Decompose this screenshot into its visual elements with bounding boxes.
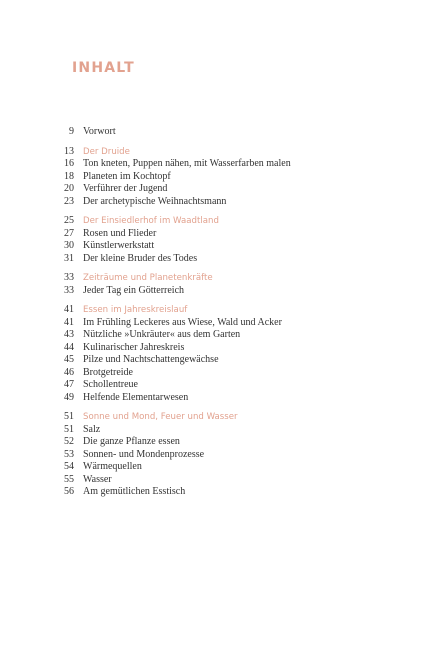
toc-entry-title: Der archetypische Weihnachtsmann [83,195,227,207]
toc-entry-title: Planeten im Kochtopf [83,170,171,182]
toc-entry-title: Vorwort [83,126,116,137]
toc-entry-title: Ton kneten, Puppen nähen, mit Wasserfarben malen [83,158,291,169]
toc-entry [0,449,431,462]
toc-entry [0,329,431,342]
toc-entry [0,342,431,355]
toc-entry-title: Kulinarischer Jahreskreis [83,341,185,353]
toc-page-number: 33 [64,284,74,296]
toc-entry [0,392,431,405]
toc-entry [0,228,431,241]
toc-entry [0,183,431,196]
toc-entry-title: Schollentreue [83,379,138,390]
toc-page-number: 31 [64,252,74,264]
toc-entry [0,424,431,437]
toc-entry [0,126,431,139]
toc-entry-title: Wärmequellen [83,461,142,472]
toc-entry [0,379,431,392]
toc-entry [0,253,431,266]
toc-page-number: 52 [64,436,74,447]
toc-section [0,304,431,404]
toc-page-number: 27 [64,227,74,239]
toc-page-number: 43 [64,329,74,340]
toc-page-number: 45 [64,354,74,365]
toc-section [0,126,431,139]
toc-entry-title: Künstlerwerkstatt [83,240,155,251]
toc-chapter-heading [0,272,431,285]
toc-section [0,146,431,209]
toc-page-number: 18 [64,170,74,182]
toc-page-number: 41 [64,316,74,328]
toc-page-number: 9 [69,126,74,137]
toc-entry-title: Brotgetreide [83,366,133,378]
toc-entry [0,461,431,474]
page-title: INHALT [72,60,135,76]
toc-entry-title: Helfende Elementarwesen [83,391,189,403]
toc-entry-title: Pilze und Nachtschattengewächse [83,354,219,365]
toc-entry [0,171,431,184]
toc-page-number: 46 [64,366,74,378]
toc-page-number: 51 [64,423,74,435]
toc-entry [0,367,431,380]
toc-page-number: 16 [64,158,74,169]
toc-chapter-title: Der Einsiedlerhof im Waadtland [83,216,219,226]
toc-page-number: 44 [64,341,74,353]
toc-page-number: 47 [64,379,74,390]
toc-entry-title: Am gemütlichen Esstisch [83,486,186,497]
toc-page-number: 41 [64,304,74,315]
toc-page-number: 30 [64,240,74,251]
toc-page-number: 23 [64,195,74,207]
toc-chapter-heading [0,304,431,317]
toc-entry-title: Salz [83,423,101,435]
toc-chapter-title: Essen im Jahreskreislauf [83,305,188,315]
toc-page-number: 55 [64,473,74,485]
toc-page-number: 20 [64,183,74,194]
toc-chapter-title: Zeiträume und Planetenkräfte [83,273,213,283]
toc-entry-title: Nützliche »Unkräuter« aus dem Garten [83,329,241,340]
toc-page-number: 54 [64,461,74,472]
toc-page-number: 33 [64,272,74,283]
toc-entry [0,158,431,171]
toc-entry-title: Verführer der Jugend [83,183,168,194]
toc-entry [0,317,431,330]
toc-entry-title: Jeder Tag ein Götterreich [83,284,185,296]
toc-page-number: 25 [64,215,74,226]
toc-entry-title: Rosen und Flieder [83,227,157,239]
toc-section [0,215,431,265]
toc-entry-title: Wasser [83,473,112,485]
toc-entry [0,436,431,449]
toc-entry [0,486,431,499]
toc-entry-title: Die ganze Pflanze essen [83,436,180,447]
table-of-contents [0,126,431,506]
toc-page-number: 51 [64,411,74,422]
toc-chapter-heading [0,146,431,159]
toc-entry [0,285,431,298]
toc-entry-title: Der kleine Bruder des Todes [83,252,198,264]
toc-chapter-heading [0,411,431,424]
toc-entry-title: Sonnen- und Mondenprozesse [83,448,205,460]
toc-page-number: 13 [64,145,74,157]
toc-entry [0,354,431,367]
toc-section [0,272,431,297]
toc-chapter-heading [0,215,431,228]
toc-entry [0,240,431,253]
toc-entry-title: Im Frühling Leckeres aus Wiese, Wald und Acker [83,316,282,328]
toc-entry [0,474,431,487]
toc-page-number: 56 [64,486,74,497]
toc-page-number: 53 [64,448,74,460]
toc-chapter-title: Der Druide [83,146,130,157]
toc-entry [0,196,431,209]
toc-section [0,411,431,499]
toc-chapter-title: Sonne und Mond, Feuer und Wasser [83,412,238,422]
toc-page-number: 49 [64,391,74,403]
